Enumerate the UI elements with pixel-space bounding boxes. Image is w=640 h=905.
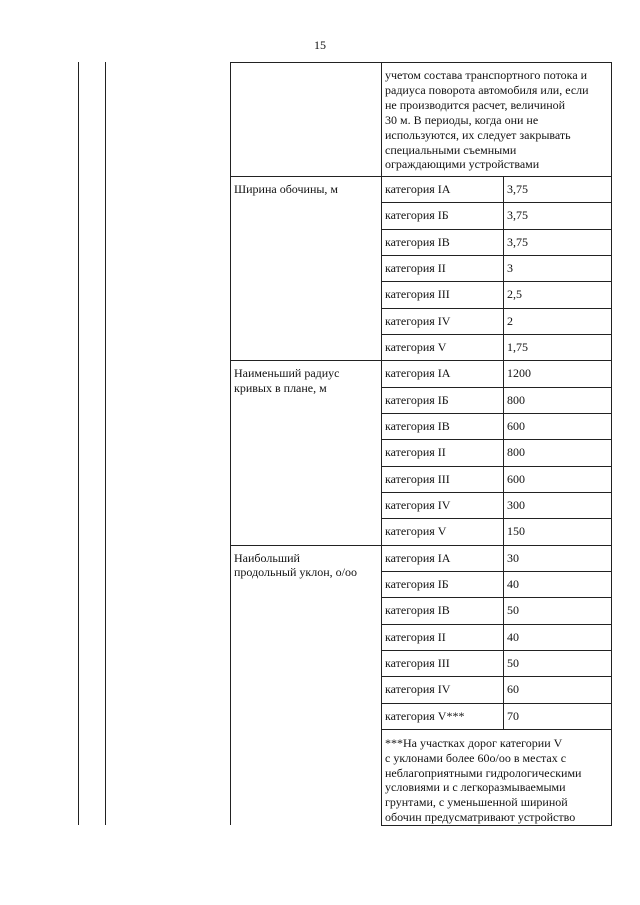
footnote-line: грунтами, с уменьшенной шириной (385, 795, 568, 810)
value-cell: 1,75 (507, 339, 528, 354)
footnote-line: обочин предусматривают устройство (385, 809, 576, 824)
value-cell: 3,75 (507, 234, 528, 249)
category-cell: категория V (385, 339, 447, 354)
row-divider (381, 518, 611, 519)
footnote-line: с уклонами более 60о/оо в местах с (385, 750, 567, 765)
category-cell: категория II (385, 629, 446, 644)
category-cell: категория IБ (385, 208, 449, 223)
group-label: Ширина обочины, м (234, 182, 339, 196)
value-cell: 30 (507, 550, 519, 565)
row-divider (381, 255, 611, 256)
continuation-line: радиуса поворота автомобиля или, если (385, 82, 589, 97)
value-cell: 50 (507, 603, 519, 618)
category-cell: категория V (385, 524, 447, 539)
value-cell: 3,75 (507, 208, 528, 223)
footnote-line: условиями и с легкоразмываемыми (385, 780, 566, 795)
value-cell: 50 (507, 655, 519, 670)
category-cell: категория IА (385, 366, 451, 381)
row-divider (381, 676, 611, 677)
group-label: кривых в плане, м (234, 380, 327, 395)
value-cell: 800 (507, 445, 525, 460)
value-cell: 800 (507, 392, 525, 407)
column-border (230, 62, 231, 825)
category-cell: категория IV (385, 682, 451, 697)
value-cell: 1200 (507, 366, 531, 381)
row-divider (381, 281, 611, 282)
page-number: 15 (314, 38, 326, 52)
category-cell: категория III (385, 471, 450, 486)
value-cell: 40 (507, 629, 519, 644)
category-cell: категория II (385, 260, 446, 275)
row-divider (381, 202, 611, 203)
row-divider (381, 439, 611, 440)
value-cell: 150 (507, 524, 525, 539)
continuation-line: 30 м. В периоды, когда они не (385, 112, 539, 127)
value-cell: 60 (507, 682, 519, 697)
row-divider (381, 334, 611, 335)
category-cell: категория II (385, 445, 446, 460)
group-label: Наименьший радиус (234, 366, 340, 381)
row-divider (381, 571, 611, 572)
category-cell: категория III (385, 655, 450, 670)
row-divider (381, 650, 611, 651)
note-top-border (381, 729, 611, 730)
column-border (78, 62, 79, 825)
value-cell: 2 (507, 313, 513, 328)
continuation-line: специальными съемными (385, 142, 517, 157)
column-border (105, 62, 106, 825)
row-divider (381, 387, 611, 388)
group-divider (230, 360, 611, 361)
group-divider (230, 545, 611, 546)
category-cell: категория V*** (385, 708, 465, 723)
row-divider (381, 413, 611, 414)
category-cell: категория IА (385, 550, 451, 565)
row-divider (381, 229, 611, 230)
footnote-line: ***На участках дорог категории V (385, 735, 563, 750)
value-cell: 300 (507, 497, 525, 512)
value-cell: 70 (507, 708, 519, 723)
value-cell: 40 (507, 576, 519, 591)
footnote-line: неблагоприятными гидрологическими (385, 765, 582, 780)
continuation-line: учетом состава транспортного потока и (385, 68, 588, 82)
category-cell: категория IВ (385, 418, 450, 433)
category-cell: категория IВ (385, 603, 450, 618)
value-column-border (503, 176, 504, 729)
table-top-border (230, 62, 611, 63)
value-cell: 3 (507, 260, 513, 275)
value-cell: 600 (507, 471, 525, 486)
value-cell: 3,75 (507, 182, 528, 196)
row-divider (381, 308, 611, 309)
table-bottom-border (381, 825, 611, 826)
category-cell: категория IБ (385, 392, 449, 407)
continuation-line: используются, их следует закрывать (385, 127, 571, 142)
row-divider (381, 597, 611, 598)
category-cell: категория IБ (385, 576, 449, 591)
row-divider (381, 624, 611, 625)
row-divider (381, 492, 611, 493)
group-label: продольный уклон, о/оо (234, 565, 357, 580)
continuation-line: ограждающими устройствами (385, 157, 540, 172)
category-cell: категория IV (385, 497, 451, 512)
column-border (611, 62, 612, 826)
category-cell: категория III (385, 287, 450, 302)
continuation-line: не производится расчет, величиной (385, 97, 566, 112)
group-label: Наибольший (234, 550, 300, 565)
value-cell: 2,5 (507, 287, 522, 302)
category-cell: категория IА (385, 182, 451, 196)
row-divider (381, 703, 611, 704)
column-border (381, 62, 382, 825)
category-cell: категория IВ (385, 234, 450, 249)
value-cell: 600 (507, 418, 525, 433)
group-divider (230, 176, 611, 177)
row-divider (381, 466, 611, 467)
category-cell: категория IV (385, 313, 451, 328)
